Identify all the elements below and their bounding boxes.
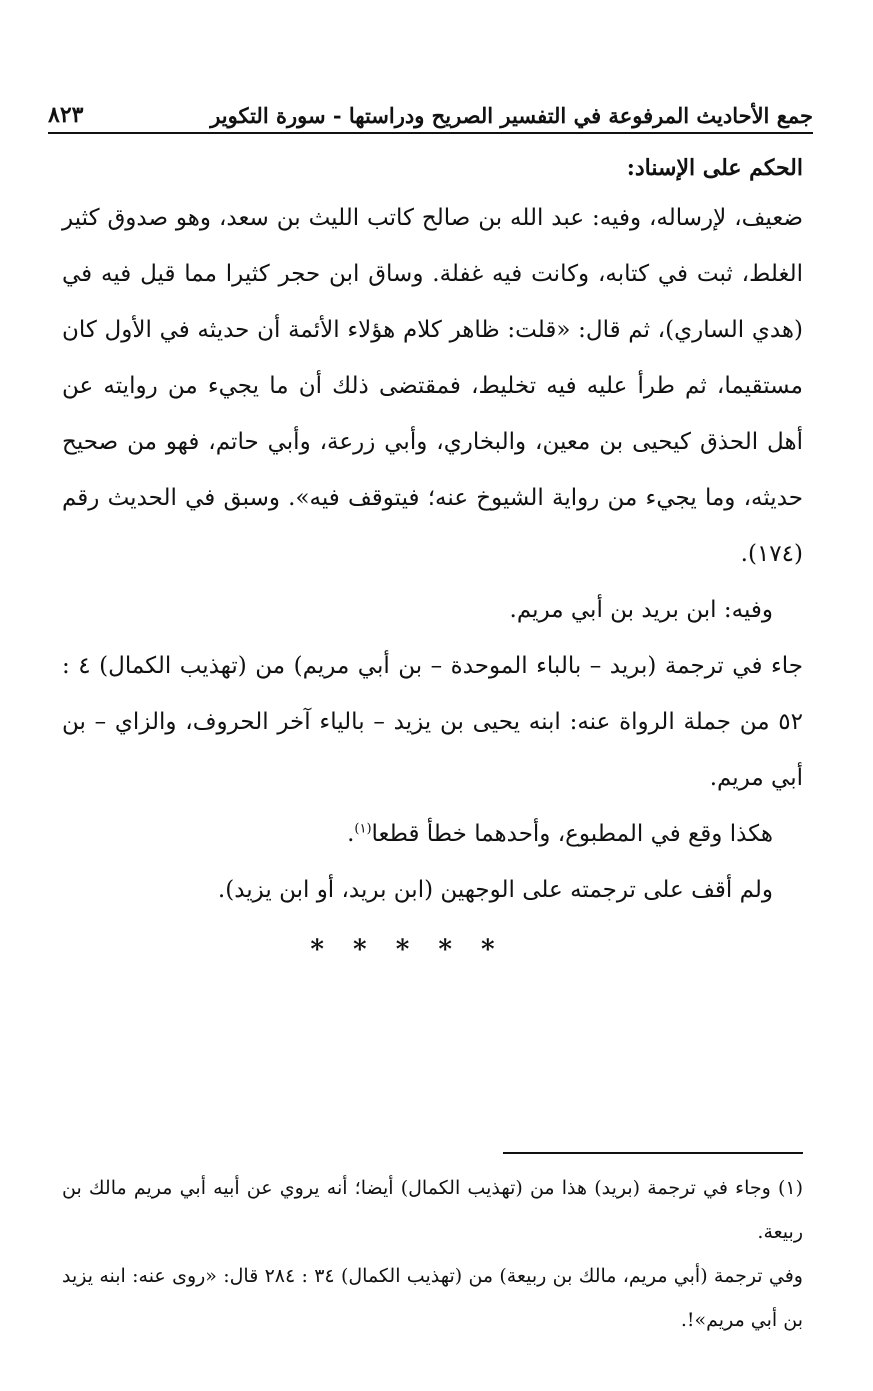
- footnote-1-continued: وفي ترجمة (أبي مريم، مالك بن ربيعة) من (تهذيب الكمال) ٣٤ : ٢٨٤ قال: «روى عنه: ابنه يزيد بن أبي مريم»!.: [62, 1265, 803, 1331]
- printed-note-text: هكذا وقع في المطبوع، وأحدهما خطأ قطعا: [371, 821, 773, 847]
- paragraph-printed-note: هكذا وقع في المطبوع، وأحدهما خطأ قطعا$^{(١)}$.: [347, 821, 773, 847]
- paragraph-isnad-ruling: ضعيف، لإرساله، وفيه: عبد الله بن صالح كاتب الليث بن سعد، وهو صدوق كثير الغلط، ثبت في كتابه، وكانت فيه غفلة. وساق ابن حجر كثيرا مما قيل فيه في (هدي الساري)، ثم قال: «قلت: ظاهر كلام هؤلاء الأئمة أن حديثه في الأول كان مستقيما، ثم طرأ عليه فيه تخليط، فمقتضى ذلك أن ما يجيء من روايته عن أهل الحذق كيحيى بن معين، والبخاري، وأبي زرعة، وأبي حاتم، فهو من صحيح حديثه، وما يجيء من رواية الشيوخ عنه؛ فيتوقف فيه». وسبق في الحديث رقم (١٧٤).: [62, 205, 803, 567]
- main-text: [62, 146, 803, 978]
- footnote-divider: [503, 1152, 803, 1154]
- section-heading: الحكم على الإسناد:: [626, 155, 803, 181]
- section-separator-stars: * * * * *: [310, 935, 505, 965]
- footnotes-block: [62, 1166, 803, 1342]
- footnote-marker: (١): [354, 821, 372, 837]
- footnote-1: (١) وجاء في ترجمة (بريد) هذا من (تهذيب الكمال) أيضا؛ أنه يروي عن أبيه أبي مريم مالك بن ربيعة.: [62, 1177, 803, 1243]
- running-title: جمع الأحاديث المرفوعة في التفسير الصريح ودراستها - سورة التكوير: [210, 103, 813, 128]
- page-header: [48, 100, 813, 134]
- paragraph-no-biography: ولم أقف على ترجمته على الوجهين (ابن بريد، أو ابن يزيد).: [217, 877, 773, 903]
- paragraph-tahdhib-entry: جاء في ترجمة (بريد – بالباء الموحدة – بن أبي مريم) من (تهذيب الكمال) ٤ : ٥٢ من جملة الرواة عنه: ابنه يحيى بن يزيد – بالياء آخر الحروف، والزاي – بن أبي مريم.: [62, 653, 804, 791]
- paragraph-narrator: وفيه: ابن بريد بن أبي مريم.: [509, 597, 773, 623]
- page-number: ٨٢٣: [48, 102, 84, 128]
